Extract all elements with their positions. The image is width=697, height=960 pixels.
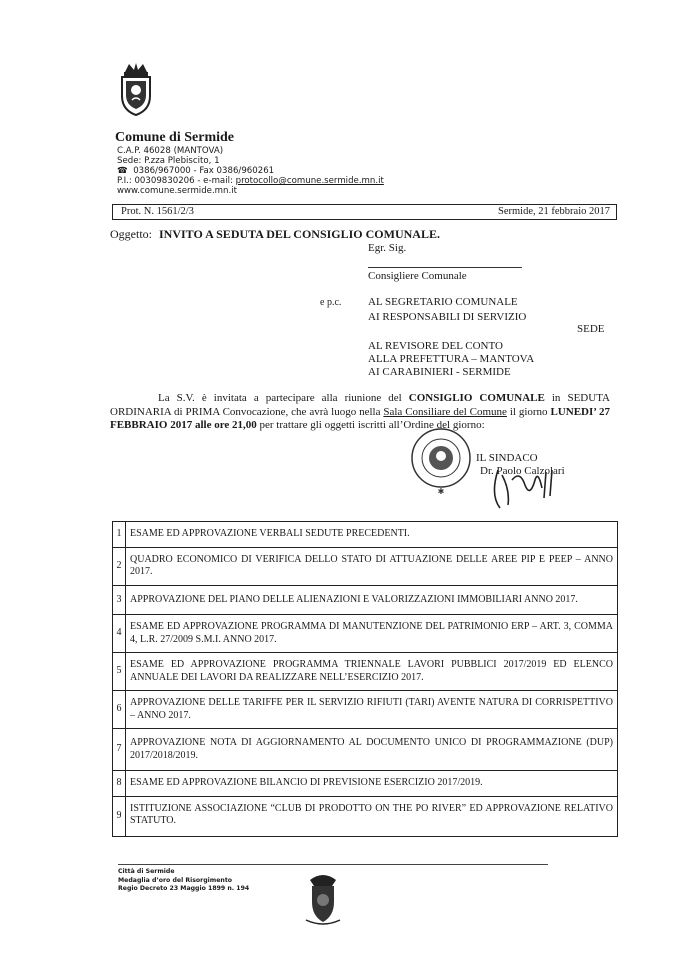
- cc-line-1: AL SEGRETARIO COMUNALE: [368, 296, 518, 308]
- agenda-text: ESAME ED APPROVAZIONE PROGRAMMA TRIENNALE LAVORI PUBBLICI 2017/2019 ED ELENCO ANNUALE DEI LAVORI DA REALIZZARE NELL’ESERCIZIO 2017.: [126, 653, 618, 691]
- address-phone: [117, 166, 384, 176]
- agenda-number: 4: [113, 615, 126, 653]
- agenda-row: [113, 691, 618, 729]
- addressee-role: Consigliere Comunale: [368, 270, 467, 282]
- agenda-row: [113, 547, 618, 585]
- place-date: Sermide, 21 febbraio 2017: [498, 206, 610, 217]
- address-piva: [117, 176, 384, 186]
- body-text-3: il giorno: [506, 405, 551, 418]
- cc-line-2: AI RESPONSABILI DI SERVIZIO: [368, 311, 527, 323]
- body-text-4: per trattare gli oggetti iscritti all’Ordine del giorno:: [256, 419, 485, 431]
- footer-line-2: Medaglia d’oro del Risorgimento: [118, 876, 233, 884]
- body-text-2: in SEDUTA ORDINARIA di PRIMA Convocazione, che avrà luogo nella: [110, 392, 610, 418]
- footer-line-1: Città di Sermide: [118, 868, 175, 875]
- footer-rule: [118, 864, 548, 865]
- phone-icon: ☎: [117, 166, 128, 176]
- cc-line-4: ALLA PREFETTURA – MANTOVA: [368, 353, 535, 365]
- handwritten-signature-icon: [480, 450, 580, 510]
- agenda-row: [113, 771, 618, 797]
- website-link[interactable]: www.comune.sermide.mn.it: [117, 186, 237, 196]
- address-cap: C.A.P. 46028 (MANTOVA): [117, 146, 224, 156]
- agenda-text: ESAME ED APPROVAZIONE PROGRAMMA DI MANUTENZIONE DEL PATRIMONIO ERP – ART. 3, COMMA 4, L.R. 27/2009 S.M.I. ANNO 2017.: [126, 615, 618, 653]
- agenda-row: [113, 522, 618, 548]
- piva: P.I.: 00309830206 - e-mail:: [117, 176, 236, 186]
- agenda-number: 3: [113, 585, 126, 615]
- agenda-number: 2: [113, 547, 126, 585]
- agenda-row: [113, 615, 618, 653]
- agenda-text: QUADRO ECONOMICO DI VERIFICA DELLO STATO DI ATTUAZIONE DELLE AREE PIP E PEEP – ANNO 2017.: [126, 547, 618, 585]
- email-link[interactable]: protocollo@comune.sermide.mn.it: [235, 176, 384, 186]
- municipal-crest-icon: [117, 62, 155, 117]
- agenda-number: 6: [113, 691, 126, 729]
- footer-block: [118, 868, 249, 894]
- agenda-number: 9: [113, 796, 126, 836]
- agenda-number: 7: [113, 729, 126, 771]
- agenda-number: 8: [113, 771, 126, 797]
- mayor-title: IL SINDACO: [476, 452, 538, 464]
- salutation: Egr. Sig.: [368, 242, 407, 254]
- agenda-text: APPROVAZIONE DELLE TARIFFE PER IL SERVIZIO RIFIUTI (TARI) AVENTE NATURA DI CORRISPETTIVO – ANNO 2017.: [126, 691, 618, 729]
- body-underline: Sala Consiliare del Comune: [383, 405, 507, 418]
- agenda-number: 1: [113, 522, 126, 548]
- agenda-text: ESAME ED APPROVAZIONE BILANCIO DI PREVISIONE ESERCIZIO 2017/2019.: [126, 771, 618, 797]
- body-bold-2: LUNEDI’ 27 FEBBRAIO 2017 alle ore 21,00: [110, 405, 610, 431]
- cc-line-5: AI CARABINIERI - SERMIDE: [368, 366, 511, 378]
- cc-label: e p.c.: [320, 297, 342, 308]
- cc-line-3: AL REVISORE DEL CONTO: [368, 340, 503, 352]
- body-text-1: La S.V. è invitata a partecipare alla riunione del: [158, 392, 409, 404]
- agenda-row: [113, 653, 618, 691]
- phone-fax: 0386/967000 - Fax 0386/960261: [133, 166, 275, 176]
- comune-stamp-icon: [410, 418, 472, 498]
- protocol-box: [112, 204, 617, 220]
- address-sede: Sede: P.zza Plebiscito, 1: [117, 156, 220, 166]
- comune-name: Comune di Sermide: [115, 130, 234, 145]
- agenda-row: [113, 585, 618, 615]
- subject: [110, 227, 440, 242]
- city-crest-icon: [302, 870, 344, 928]
- subject-text: INVITO A SEDUTA DEL CONSIGLIO COMUNALE.: [159, 227, 440, 241]
- name-line: [368, 267, 522, 268]
- subject-label: Oggetto:: [110, 227, 152, 241]
- protocol-number: Prot. N. 1561/2/3: [121, 206, 194, 217]
- cc-sede: SEDE: [577, 323, 605, 335]
- body-bold-1: CONSIGLIO COMUNALE: [408, 392, 545, 404]
- agenda-row: [113, 729, 618, 771]
- agenda-text: ISTITUZIONE ASSOCIAZIONE “CLUB DI PRODOTTO ON THE PO RIVER” ED APPROVAZIONE RELATIVO STATUTO.: [126, 796, 618, 836]
- address-block: [117, 146, 384, 196]
- agenda-row: [113, 796, 618, 836]
- svg-text:✱: ✱: [437, 487, 445, 496]
- agenda-text: APPROVAZIONE NOTA DI AGGIORNAMENTO AL DOCUMENTO UNICO DI PROGRAMMAZIONE (DUP) 2017/2018/2019.: [126, 729, 618, 771]
- invitation-paragraph: [110, 392, 610, 433]
- mayor-name: Dr. Paolo Calzolari: [480, 465, 565, 477]
- agenda-number: 5: [113, 653, 126, 691]
- agenda-table: [112, 521, 618, 837]
- agenda-text: APPROVAZIONE DEL PIANO DELLE ALIENAZIONI E VALORIZZAZIONI IMMOBILIARI ANNO 2017.: [126, 585, 618, 615]
- footer-line-3: Regio Decreto 23 Maggio 1899 n. 194: [118, 885, 250, 892]
- agenda-text: ESAME ED APPROVAZIONE VERBALI SEDUTE PRECEDENTI.: [126, 522, 618, 548]
